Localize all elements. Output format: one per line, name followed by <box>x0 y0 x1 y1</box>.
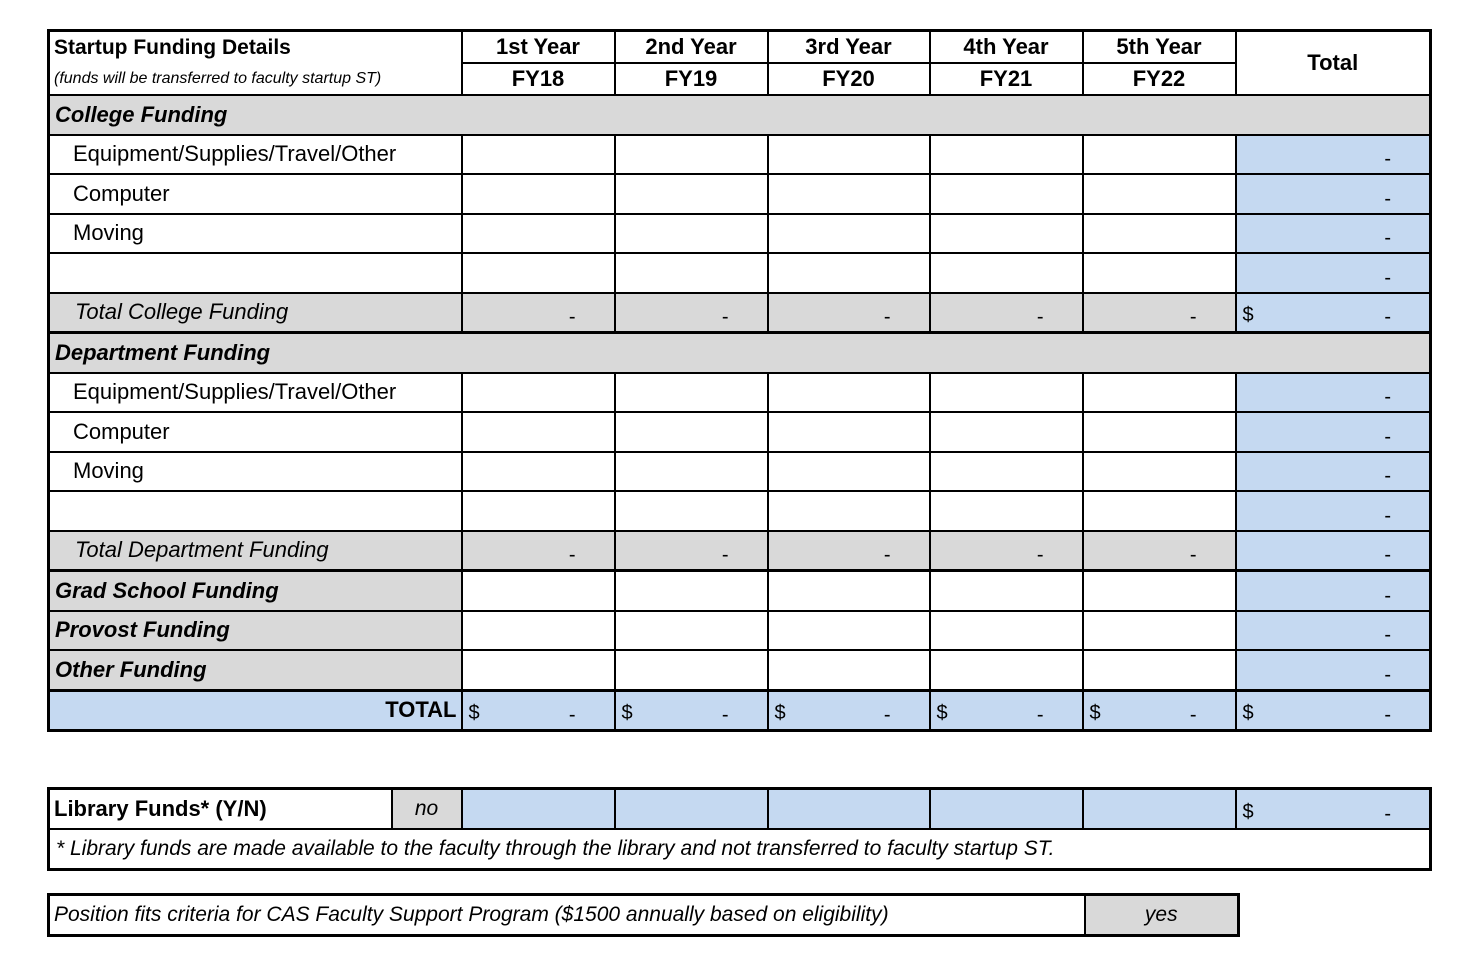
input-cell[interactable] <box>930 135 1083 175</box>
input-cell[interactable] <box>462 650 615 690</box>
dash-value: - <box>1036 704 1044 726</box>
input-cell[interactable] <box>1083 174 1236 214</box>
row-total-cell <box>1236 214 1431 254</box>
department-row-moving <box>49 452 1431 492</box>
input-cell[interactable] <box>768 174 930 214</box>
input-cell[interactable] <box>930 373 1083 413</box>
subtotal-cell <box>1083 531 1236 571</box>
grand-total-cell <box>462 690 615 731</box>
row-total-cell <box>1236 571 1431 611</box>
dash-value: - <box>1384 306 1391 328</box>
grad-school-row <box>49 571 1431 611</box>
dash-value: - <box>1384 266 1391 289</box>
college-row-moving <box>49 214 1431 254</box>
year-1-label: 1st Year <box>462 31 615 64</box>
dash-value: - <box>883 704 891 726</box>
dash-value: - <box>1384 148 1391 170</box>
other-funding-row <box>49 650 1431 690</box>
input-cell[interactable] <box>1083 412 1236 452</box>
position-criteria-input[interactable]: yes <box>1085 895 1239 936</box>
dash-value: - <box>1036 544 1044 566</box>
subtotal-total-cell <box>1236 531 1431 571</box>
dash-value: - <box>1189 544 1197 566</box>
startup-funding-table <box>47 29 1432 732</box>
input-cell[interactable] <box>930 253 1083 293</box>
input-cell[interactable] <box>768 135 930 175</box>
input-cell[interactable] <box>615 373 768 413</box>
row-label: Moving <box>49 214 462 254</box>
input-cell[interactable] <box>768 412 930 452</box>
input-cell[interactable] <box>1083 611 1236 651</box>
dash-value: - <box>1036 306 1044 328</box>
row-label[interactable] <box>49 253 462 293</box>
input-cell[interactable] <box>615 253 768 293</box>
input-cell[interactable] <box>930 214 1083 254</box>
input-cell[interactable] <box>462 452 615 492</box>
library-funds-note: * Library funds are made available to the faculty through the library and not transferred to faculty startup ST. <box>49 829 1431 870</box>
dollar-sign: $ <box>774 702 786 724</box>
input-cell[interactable] <box>462 253 615 293</box>
grand-total-cell <box>1083 690 1236 731</box>
dollar-sign: $ <box>1242 702 1254 724</box>
dash-value: - <box>1384 386 1391 408</box>
subtotal-cell <box>768 531 930 571</box>
year-4-label: 4th Year <box>930 31 1083 64</box>
grand-total-row <box>49 690 1431 731</box>
input-cell[interactable] <box>930 611 1083 651</box>
input-cell[interactable] <box>1083 650 1236 690</box>
input-cell[interactable] <box>615 452 768 492</box>
library-year-cell <box>615 789 768 830</box>
dash-value: - <box>1384 187 1391 210</box>
position-criteria-text: Position fits criteria for CAS Faculty Support Program ($1500 annually based on eligibility) <box>49 895 1085 936</box>
input-cell[interactable] <box>615 214 768 254</box>
row-label: Equipment/Supplies/Travel/Other <box>49 373 462 413</box>
row-total-cell <box>1236 452 1431 492</box>
row-total-cell <box>1236 135 1431 175</box>
dash-value: - <box>883 544 891 566</box>
grand-total-overall-cell <box>1236 690 1431 731</box>
row-total-cell <box>1236 174 1431 214</box>
grad-school-funding-label: Grad School Funding <box>49 571 462 611</box>
row-label: Computer <box>49 174 462 214</box>
input-cell[interactable] <box>615 412 768 452</box>
dash-value: - <box>1384 544 1391 566</box>
input-cell[interactable] <box>462 412 615 452</box>
library-year-cell <box>930 789 1083 830</box>
table-subtitle: (funds will be transferred to faculty startup ST) <box>49 63 462 95</box>
input-cell[interactable] <box>1083 373 1236 413</box>
input-cell[interactable] <box>615 174 768 214</box>
row-total-cell <box>1236 611 1431 651</box>
subtotal-total-cell <box>1236 293 1431 333</box>
library-funds-label: Library Funds* (Y/N) <box>49 789 392 830</box>
other-funding-label: Other Funding <box>49 650 462 690</box>
library-funds-row <box>49 789 1431 830</box>
fy-2: FY19 <box>615 63 768 95</box>
row-total-cell <box>1236 373 1431 413</box>
table-title: Startup Funding Details <box>49 31 462 64</box>
row-label: Equipment/Supplies/Travel/Other <box>49 135 462 175</box>
row-total-cell <box>1236 650 1431 690</box>
dash-value: - <box>1384 425 1391 448</box>
college-subtotal-label: Total College Funding <box>49 293 462 333</box>
input-cell[interactable] <box>462 373 615 413</box>
input-cell[interactable] <box>1083 491 1236 531</box>
dash-value: - <box>1384 584 1391 607</box>
library-total-cell <box>1236 789 1431 830</box>
dash-value: - <box>568 704 576 726</box>
dollar-sign: $ <box>621 702 633 724</box>
subtotal-cell <box>462 293 615 333</box>
year-5-label: 5th Year <box>1083 31 1236 64</box>
dollar-sign: $ <box>936 702 948 724</box>
input-cell[interactable] <box>768 373 930 413</box>
input-cell[interactable] <box>768 571 930 611</box>
subtotal-cell <box>1083 293 1236 333</box>
input-cell[interactable] <box>930 491 1083 531</box>
dash-value: - <box>1384 465 1391 487</box>
college-subtotal-row <box>49 293 1431 333</box>
input-cell[interactable] <box>462 491 615 531</box>
dash-value: - <box>1384 624 1391 646</box>
subtotal-cell <box>768 293 930 333</box>
input-cell[interactable] <box>1083 214 1236 254</box>
college-row-computer <box>49 174 1431 214</box>
row-total-cell <box>1236 412 1431 452</box>
dash-value: - <box>721 704 729 726</box>
input-cell[interactable] <box>615 611 768 651</box>
department-subtotal-label: Total Department Funding <box>49 531 462 571</box>
input-cell[interactable] <box>615 135 768 175</box>
subtotal-cell <box>930 531 1083 571</box>
dash-value: - <box>721 306 729 328</box>
subtotal-cell <box>462 531 615 571</box>
input-cell[interactable] <box>768 214 930 254</box>
input-cell[interactable] <box>615 491 768 531</box>
dash-value: - <box>1384 227 1391 249</box>
dash-value: - <box>1189 704 1197 726</box>
input-cell[interactable] <box>930 412 1083 452</box>
grand-total-cell <box>768 690 930 731</box>
dash-value: - <box>568 306 576 328</box>
input-cell[interactable] <box>462 214 615 254</box>
dollar-sign: $ <box>1089 702 1101 724</box>
library-funds-table <box>47 787 1432 871</box>
input-cell[interactable] <box>768 253 930 293</box>
row-label: Computer <box>49 412 462 452</box>
input-cell[interactable] <box>1083 135 1236 175</box>
row-total-cell <box>1236 491 1431 531</box>
dash-value: - <box>721 544 729 566</box>
input-cell[interactable] <box>615 650 768 690</box>
row-label[interactable] <box>49 491 462 531</box>
fy-3: FY20 <box>768 63 930 95</box>
library-funds-yn-input[interactable]: no <box>392 789 462 830</box>
grand-total-cell <box>930 690 1083 731</box>
row-label: Moving <box>49 452 462 492</box>
grand-total-cell <box>615 690 768 731</box>
input-cell[interactable] <box>615 571 768 611</box>
grand-total-label: TOTAL <box>49 690 462 731</box>
input-cell[interactable] <box>1083 571 1236 611</box>
input-cell[interactable] <box>768 650 930 690</box>
input-cell[interactable] <box>462 174 615 214</box>
provost-funding-label: Provost Funding <box>49 611 462 651</box>
year-2-label: 2nd Year <box>615 31 768 64</box>
department-row-blank <box>49 491 1431 531</box>
input-cell[interactable] <box>462 571 615 611</box>
dash-value: - <box>1384 803 1391 825</box>
input-cell[interactable] <box>462 135 615 175</box>
library-year-cell <box>768 789 930 830</box>
library-year-cell <box>1083 789 1236 830</box>
dollar-sign: $ <box>468 702 480 724</box>
dash-value: - <box>883 306 891 328</box>
position-criteria-table <box>47 893 1240 937</box>
dash-value: - <box>568 544 576 566</box>
provost-row <box>49 611 1431 651</box>
subtotal-cell <box>615 531 768 571</box>
row-total-cell <box>1236 253 1431 293</box>
input-cell[interactable] <box>768 452 930 492</box>
subtotal-cell <box>930 293 1083 333</box>
library-year-cell <box>462 789 615 830</box>
college-row-equipment <box>49 135 1431 175</box>
department-funding-heading: Department Funding <box>49 333 1431 373</box>
input-cell[interactable] <box>930 452 1083 492</box>
input-cell[interactable] <box>1083 452 1236 492</box>
input-cell[interactable] <box>1083 253 1236 293</box>
input-cell[interactable] <box>462 611 615 651</box>
dollar-sign: $ <box>1242 801 1254 823</box>
input-cell[interactable] <box>768 491 930 531</box>
fy-5: FY22 <box>1083 63 1236 95</box>
dash-value: - <box>1189 306 1197 328</box>
fy-4: FY21 <box>930 63 1083 95</box>
dollar-sign: $ <box>1242 304 1254 326</box>
total-header: Total <box>1236 31 1431 96</box>
fy-1: FY18 <box>462 63 615 95</box>
dash-value: - <box>1384 663 1391 686</box>
department-row-computer <box>49 412 1431 452</box>
input-cell[interactable] <box>768 611 930 651</box>
input-cell[interactable] <box>930 650 1083 690</box>
year-3-label: 3rd Year <box>768 31 930 64</box>
college-funding-heading: College Funding <box>49 95 1431 135</box>
college-row-blank <box>49 253 1431 293</box>
department-row-equipment <box>49 373 1431 413</box>
position-criteria-row <box>49 895 1239 936</box>
department-subtotal-row <box>49 531 1431 571</box>
dash-value: - <box>1384 704 1391 726</box>
input-cell[interactable] <box>930 571 1083 611</box>
subtotal-cell <box>615 293 768 333</box>
dash-value: - <box>1384 504 1391 527</box>
input-cell[interactable] <box>930 174 1083 214</box>
